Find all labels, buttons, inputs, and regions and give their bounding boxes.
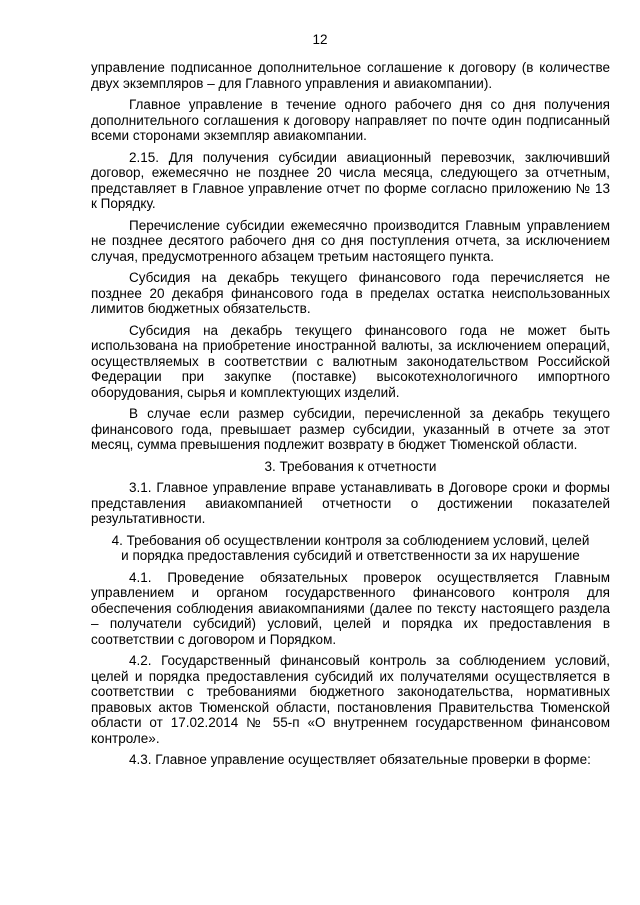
paragraph-december-subsidy: Субсидия на декабрь текущего финансового года перечисляется не позднее 20 декабря финансового года в пределах остатка неиспользованных лимитов бюджетных обязательств. — [91, 270, 610, 316]
paragraph-4-3: 4.3. Главное управление осуществляет обязательные проверки в форме: — [129, 752, 591, 767]
paragraph-3-1: 3.1. Главное управление вправе устанавливать в Договоре сроки и формы представления авиакомпанией отчетности о достижении показателей результативности. — [91, 480, 610, 526]
paragraph-4-1: 4.1. Проведение обязательных проверок осуществляется Главным управлением и органом государственного финансового контроля для обеспечения соблюдения авиакомпаниями (далее по тексту настоящего раздела – получатели субсидий) условий, целей и порядка их предоставления в соответствии с договором и Порядком. — [91, 569, 610, 647]
document-body — [91, 60, 610, 774]
section-4-heading: 4. Требования об осуществлении контроля за соблюдением условий, целей и порядка предоставления субсидий и ответственности за их нарушение — [111, 532, 590, 563]
paragraph-continuation: управление подписанное дополнительное соглашение к договору (в количестве двух экземпляров – для Главного управления и авиакомпании). — [91, 60, 610, 91]
page-number: 12 — [312, 32, 328, 47]
paragraph-excess-return: В случае если размер субсидии, перечисленной за декабрь текущего финансового года, превышает размер субсидии, указанный в отчете за этот месяц, сумма превышения подлежит возврату в бюджет Тюменской области. — [91, 406, 610, 452]
section-3-heading: 3. Требования к отчетности — [264, 458, 437, 474]
paragraph-subsidy-transfer: Перечисление субсидии ежемесячно производится Главным управлением не позднее десятого рабочего дня со дня поступления отчета, за исключением случая, предусмотренного абзацем третьим настоящего пункта. — [91, 217, 610, 264]
paragraph-currency-restriction: Субсидия на декабрь текущего финансового года не может быть использована на приобретение иностранной валюты, за исключением операций, осуществляемых в соответствии с валютным законодательством Российской Федерации при закупке (поставке) высокотехнологичного импортного оборудования, сырья и комплектующих изделий. — [91, 322, 610, 400]
paragraph-2-15: 2.15. Для получения субсидии авиационный перевозчик, заключивший договор, ежемесячно не позднее 20 числа месяца, следующего за отчетным, представляет в Главное управление отчет по форме согласно приложению № 13 к Порядку. — [91, 149, 610, 211]
paragraph-4-2: 4.2. Государственный финансовый контроль за соблюдением условий, целей и порядка предоставления субсидий их получателями осуществляется в соответствии с требованиями бюджетного законодательства, нормативных правовых актов Тюменской области, постановления Правительства Тюменской области от 17.02.2014 № 55-п «О внутреннем государственном финансовом контроле». — [91, 653, 610, 746]
paragraph-agreement-delivery: Главное управление в течение одного рабочего дня со дня получения дополнительного соглашения к договору направляет по почте один подписанный всеми сторонами экземпляр авиакомпании. — [91, 97, 610, 143]
